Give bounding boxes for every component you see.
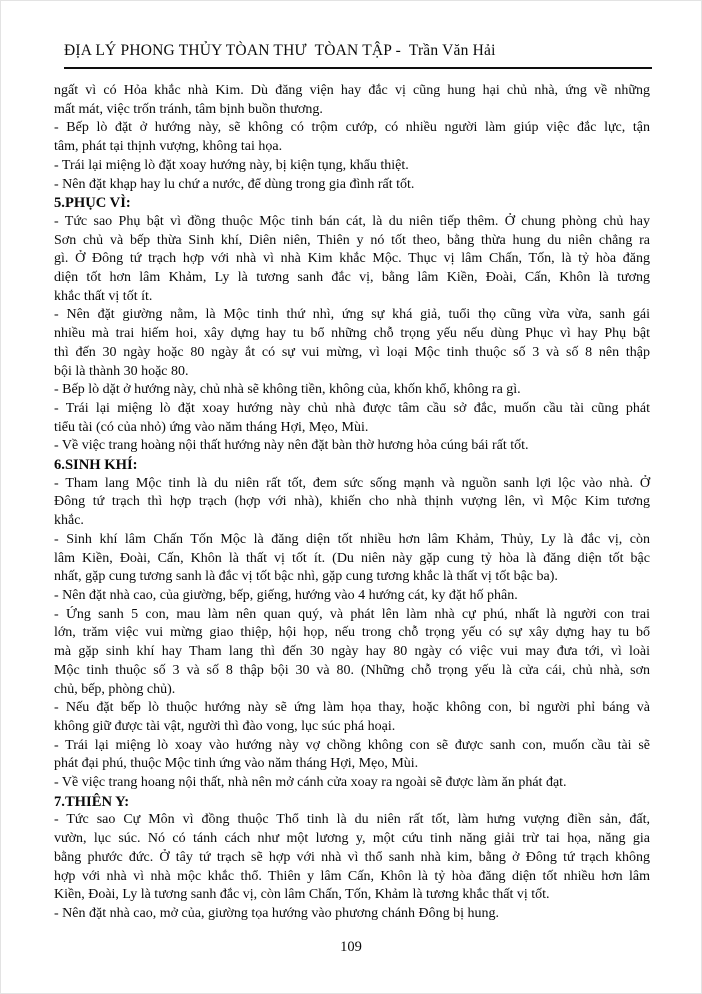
section-heading — [54, 793, 650, 812]
paragraph — [54, 119, 650, 156]
text-line: Mộc tinh thuộc số 3 và số 8 thập bội 30 và 80. (Những chỗ trọng yếu là cửa cái, chủ nhà, sơn — [54, 662, 650, 678]
text-line: Đông tứ trạch thì hợp trạch (hợp với nhà), khiến cho nhà thịnh vượng lên, vì Mộc Kim tương — [54, 494, 650, 510]
text-line: nhiều mà trai hiếm hoi, xây dựng hay tu bổ những chỗ trọng yếu nếu dùng Phục vì hay Phụ bật — [54, 326, 650, 342]
text-line: Kiền, Đoài, Ly là tương sanh đắc vị, còn lâm Chấn, Tốn, Khảm là tương khắc thất vị tốt. — [54, 887, 550, 903]
text-line: 7.THIÊN Y: — [54, 793, 130, 810]
text-line: - Về việc trang hoàng nội thất hướng này nên đặt bàn thờ hương hỏa cúng bái rất tốt. — [54, 438, 529, 454]
text-line: - Nên đặt khạp hay lu chứ a nước, để dùng trong gia đình rất tốt. — [54, 176, 415, 192]
text-line: - Tức sao Cự Môn vì đồng thuộc Thổ tinh là du niên rất tốt, làm hưng vượng điền sản, đất, — [54, 812, 650, 828]
page-footer — [0, 939, 702, 956]
text-line: nhất, gặp cung tương sanh là đắc vị tốt bậc nhì, gặp cung tương khắc là thất vị tốt bậc ba). — [54, 569, 558, 585]
paragraph — [54, 381, 650, 400]
text-line: - Tham lang Mộc tinh là du niên rất tốt, đem sức sống mạnh và nguồn sanh lợi lộc vào nhà. Ở — [54, 475, 650, 491]
page-header — [64, 42, 652, 77]
paragraph — [54, 437, 650, 456]
text-line: hợp với nhà vì nhà mộc khắc thổ. Thiên y lâm Cấn, Khôn là tỷ hòa đăng diện tốt nhiều hơn lâm — [54, 868, 650, 884]
text-line: - Tức sao Phụ bật vì đồng thuộc Mộc tinh bán cát, là du niên tiếp thêm. Ở chung phòng chủ hay — [54, 213, 650, 229]
text-line: - Trái lại miệng lò xoay vào hướng này vợ chồng không con sẽ được sanh con, muốn cầu tài sẽ — [54, 737, 650, 753]
text-line: - Sinh khí lâm Chấn Tốn Mộc là đăng diện tốt nhiều hơn lâm Khảm, Thủy, Ly là đắc vị, còn — [54, 531, 650, 547]
section-heading — [54, 456, 650, 475]
paragraph — [54, 213, 650, 307]
text-line: khắc thất vị tốt ít. — [54, 288, 153, 304]
book-title: ĐỊA LÝ PHONG THỦY TÒAN THƯ TÒAN TẬP - Trần Văn Hải — [64, 42, 496, 59]
text-line: lớn, trăm việc vui mừng giao thiệp, hội họp, nếu trong chỗ trọng yếu có sự xây dựng hay tu bổ — [54, 625, 650, 641]
paragraph — [54, 400, 650, 437]
text-line: - Ứng sanh 5 con, mau làm nên quan quý, và phát lên làm nhà cự phú, nhất là người con trai — [54, 606, 650, 622]
text-line: - Bếp lò đặt ở hướng này, sẽ không có trộm cướp, có nhiều người làm giúp việc đắc lực, tận — [54, 120, 650, 136]
text-line: mà gặp sinh khí hay Tham lang thì đến 30 ngày hay 80 ngày có việc vui may đưa tới, vì loài — [54, 644, 650, 660]
text-line: - Nên đặt nhà cao, mở của, giường tọa hướng vào phương chánh Đông bị hung. — [54, 905, 500, 921]
text-line: - Nếu đặt bếp lò thuộc hướng này sẽ ứng làm họa thay, hoặc không con, bỉ người phỉ báng và — [54, 700, 650, 716]
paragraph — [54, 811, 650, 905]
text-line: 6.SINH KHÍ: — [54, 457, 138, 474]
text-line: không giữ được tài vật, người thì đào vong, lục súc phá hoại. — [54, 718, 396, 734]
text-line: Sơn chủ và bếp thừa Sinh khí, Diên niên, Thiên y nó tốt theo, bằng thừa hung du niên chẳng ra — [54, 232, 650, 248]
page-number: 109 — [340, 939, 362, 955]
text-line: diện tốt hơn lâm Khảm, Ly là tương sanh đắc vị, bằng lâm Kiền, Đoài, Cấn, Khôn là tương — [54, 270, 650, 286]
text-line: vườn, lục súc. Nó có tánh cách như một lương y, một cứu tinh năng giải trừ tai họa, năng gia — [54, 831, 650, 847]
text-line: mất mát, việc trốn tránh, tâm bịnh buồn thương. — [54, 101, 323, 117]
text-line: ngất vì có Hỏa khắc nhà Kim. Dù đăng viện hay đắc vị cũng hung hại chủ nhà, ứng về những — [54, 83, 650, 98]
text-line: tiểu tài (có của nhỏ) ứng vào năm tháng Hợi, Mẹo, Mùi. — [54, 419, 369, 435]
paragraph — [54, 157, 650, 176]
paragraph — [54, 82, 650, 119]
text-line: 5.PHỤC VÌ: — [54, 195, 131, 212]
text-line: bội là thành 30 hoặc 80. — [54, 363, 189, 379]
paragraph — [54, 531, 650, 587]
paragraph — [54, 606, 650, 700]
section-heading — [54, 194, 650, 213]
text-line: gì. Ở Đông tứ trạch hợp với nhà vì nhà Kim khắc Mộc. Thục vị lâm Chấn, Tốn, là tỷ hòa đăng — [54, 251, 650, 267]
text-line: - Nên đặt giường nằm, là Mộc tinh thứ nhì, ứng sự khá giả, tuổi thọ cũng vừa vừa, sanh gái — [54, 307, 650, 323]
text-line: - Về việc trang hoang nội thất, nhà nên mở cánh cửa xoay ra ngoài sẽ được làm ăn phát đạt. — [54, 775, 567, 791]
paragraph — [54, 905, 650, 924]
paragraph — [54, 774, 650, 793]
text-line: - Trái lại miệng lò đặt xoay hướng này, bị kiện tụng, khẩu thiệt. — [54, 157, 409, 173]
text-line: - Trái lại miệng lò đặt xoay hướng này chủ nhà được tâm cầu sở đắc, muốn cầu tài cũng phát — [54, 400, 650, 416]
document-body — [54, 82, 650, 924]
text-line: tâm, phát tại thịnh vượng, không tai họa. — [54, 139, 283, 155]
text-line: - Bếp lò dặt ở hướng này, chủ nhà sẽ không tiền, không của, khốn khổ, không ra gì. — [54, 382, 521, 398]
text-line: lâm Kiền, Đoài, Cấn, Khôn là thất vị tốt ít. (Du niên này gặp cung tỷ hòa là đăng diện tốt bậc — [54, 550, 650, 566]
paragraph — [54, 587, 650, 606]
text-line: bằng phước đức. Ở tây tứ trạch sẽ hợp với nhà vì thổ sanh nhà kim, bằng ở Đông tứ trạch không — [54, 849, 650, 865]
paragraph — [54, 306, 650, 381]
text-line: thì đến 30 ngày hoặc 80 ngày ắt có sự vui mừng, vì loại Mộc tinh thuộc số 3 và số 8 nên thập — [54, 344, 650, 360]
text-line: khắc. — [54, 513, 84, 529]
text-line: - Nên đặt nhà cao, của giường, bếp, giếng, hướng vào 4 hướng cát, ky đặt hố phân. — [54, 587, 518, 603]
header-divider — [64, 67, 652, 69]
text-line: chủ, bếp, phòng chủ). — [54, 681, 176, 697]
paragraph — [54, 737, 650, 774]
paragraph — [54, 475, 650, 531]
paragraph — [54, 699, 650, 736]
text-line: phát đại phú, thuộc Mộc tinh ứng vào năm tháng Hợi, Mẹo, Mùi. — [54, 756, 419, 772]
paragraph — [54, 176, 650, 195]
